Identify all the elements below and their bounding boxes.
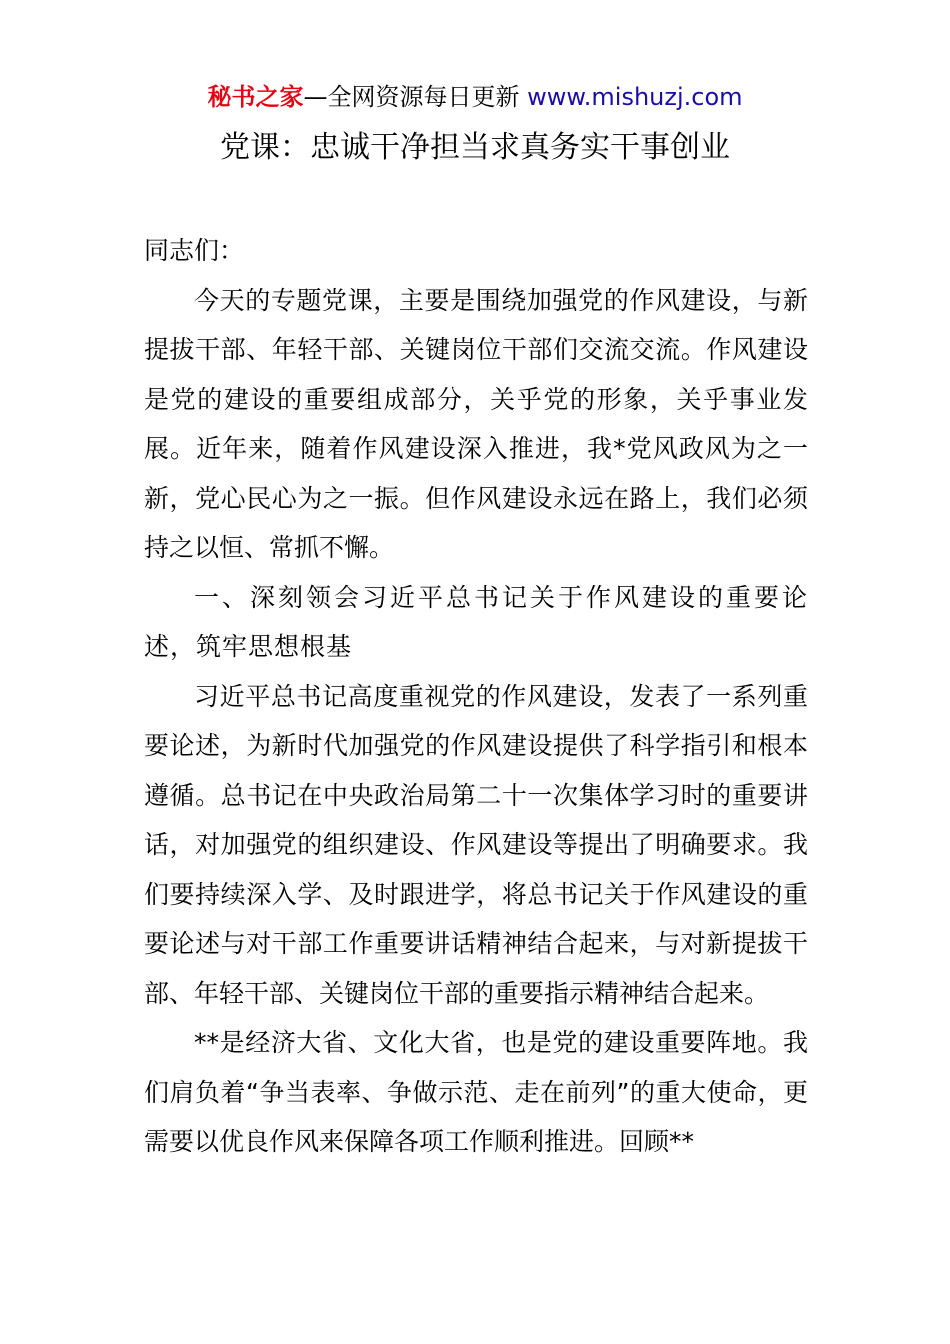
site-header (0, 80, 950, 114)
site-url-link[interactable]: www.mishuzj.com (527, 83, 743, 111)
document-title: 党课：忠诚干净担当求真务实干事创业 (220, 130, 730, 165)
paragraph-intro: 今天的专题党课，主要是围绕加强党的作风建设，与新提拔干部、年轻干部、关键岗位干部们交流交流。作风建设是党的建设的重要组成部分，关乎党的形象，关乎事业发展。近年来，随着作风建设深入推进，我*党风政风为之一新，党心民心为之一振。但作风建设永远在路上，我们必须持之以恒、常抓不懈。 (144, 285, 808, 562)
document-body (144, 226, 808, 1167)
salutation: 同志们： (144, 236, 245, 265)
header-tagline: —全网资源每日更新 (303, 83, 520, 111)
brand-name: 秘书之家 (207, 83, 304, 111)
section-heading: 一、深刻领会习近平总书记关于作风建设的重要论述，筑牢思想根基 (144, 582, 808, 661)
paragraph-section-2: **是经济大省、文化大省，也是党的建设重要阵地。我们肩负着“争当表率、争做示范、走在前列”的重大使命，更需要以优良作风来保障各项工作顺利推进。回顾** (144, 1028, 808, 1156)
paragraph-section-1: 习近平总书记高度重视党的作风建设，发表了一系列重要论述，为新时代加强党的作风建设提供了科学指引和根本遵循。总书记在中央政治局第二十一次集体学习时的重要讲话，对加强党的组织建设、作风建设等提出了明确要求。我们要持续深入学、及时跟进学，将总书记关于作风建设的重要论述与对干部工作重要讲话精神结合起来，与对新提拔干部、年轻干部、关键岗位干部的重要指示精神结合起来。 (144, 681, 808, 1008)
